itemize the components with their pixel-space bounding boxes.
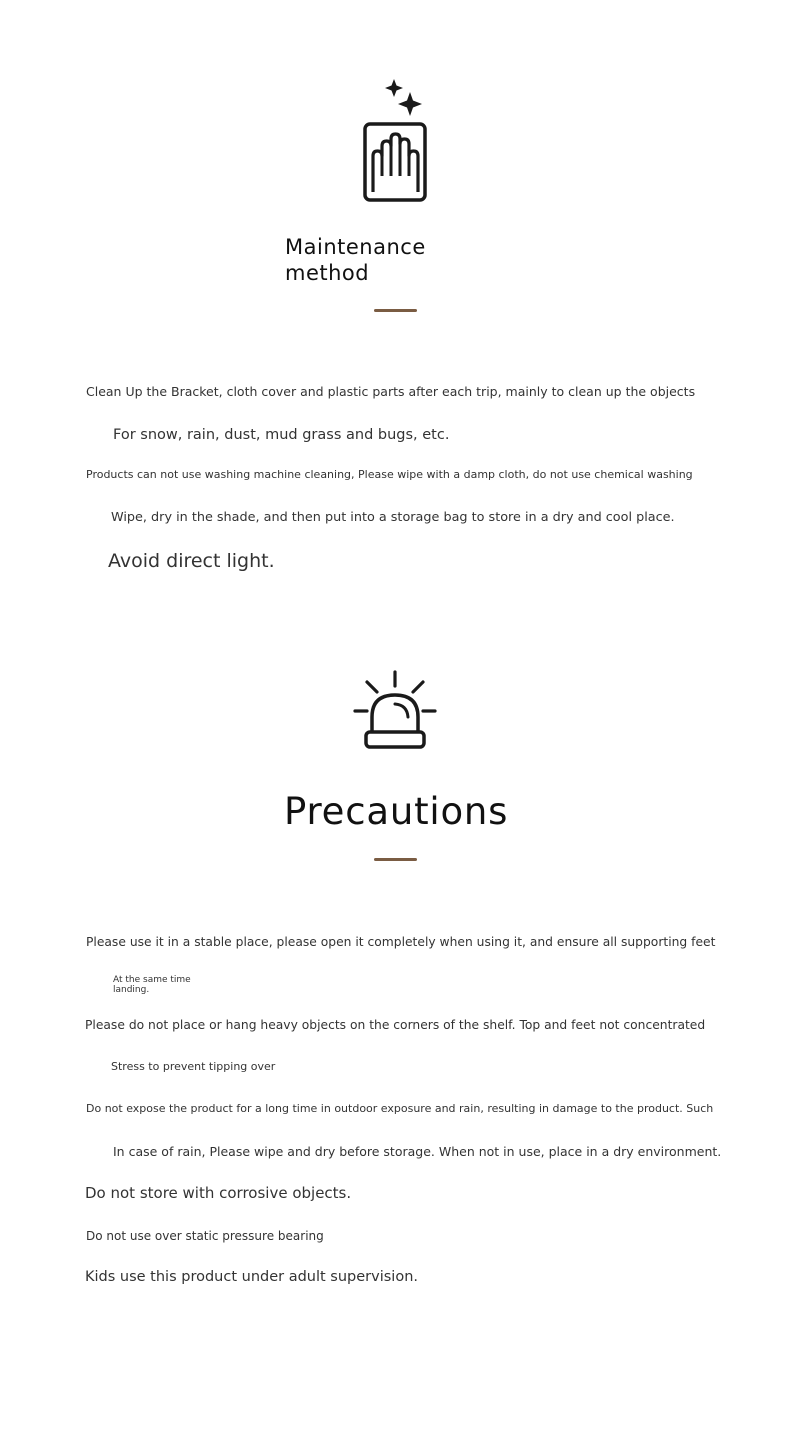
precautions-title: Precautions <box>284 790 509 833</box>
precautions-line-4: Stress to prevent tipping over <box>111 1060 276 1073</box>
maintenance-title-underline <box>374 309 417 312</box>
maintenance-line-2: For snow, rain, dust, mud grass and bugs, etc. <box>113 427 450 443</box>
precautions-line-1: Please use it in a stable place, please open it completely when using it, and ensure all supporting feet <box>86 935 716 949</box>
maintenance-line-5: Avoid direct light. <box>108 550 275 572</box>
maintenance-title: Maintenance method <box>285 235 426 285</box>
precautions-line-6: In case of rain, Please wipe and dry before storage. When not in use, place in a dry environment. <box>113 1144 722 1159</box>
maintenance-line-4: Wipe, dry in the shade, and then put into a storage bag to store in a dry and cool place. <box>111 510 675 525</box>
precautions-line-3: Please do not place or hang heavy objects on the corners of the shelf. Top and feet not concentrated <box>85 1018 706 1032</box>
precautions-line-5: Do not expose the product for a long time in outdoor exposure and rain, resulting in damage to the product. Such <box>86 1102 714 1115</box>
precautions-title-underline <box>374 858 417 861</box>
precautions-line-9: Kids use this product under adult supervision. <box>85 1269 418 1285</box>
precautions-line-8: Do not use over static pressure bearing <box>86 1229 324 1243</box>
maintenance-line-3: Products can not use washing machine cleaning, Please wipe with a damp cloth, do not use chemical washing <box>86 468 693 481</box>
precautions-line-2: At the same time landing. <box>113 975 191 995</box>
glove-sparkle-icon <box>360 76 432 206</box>
alarm-siren-icon <box>352 669 438 751</box>
maintenance-line-1: Clean Up the Bracket, cloth cover and plastic parts after each trip, mainly to clean up the objects <box>86 384 696 399</box>
precautions-line-7: Do not store with corrosive objects. <box>85 1184 352 1202</box>
